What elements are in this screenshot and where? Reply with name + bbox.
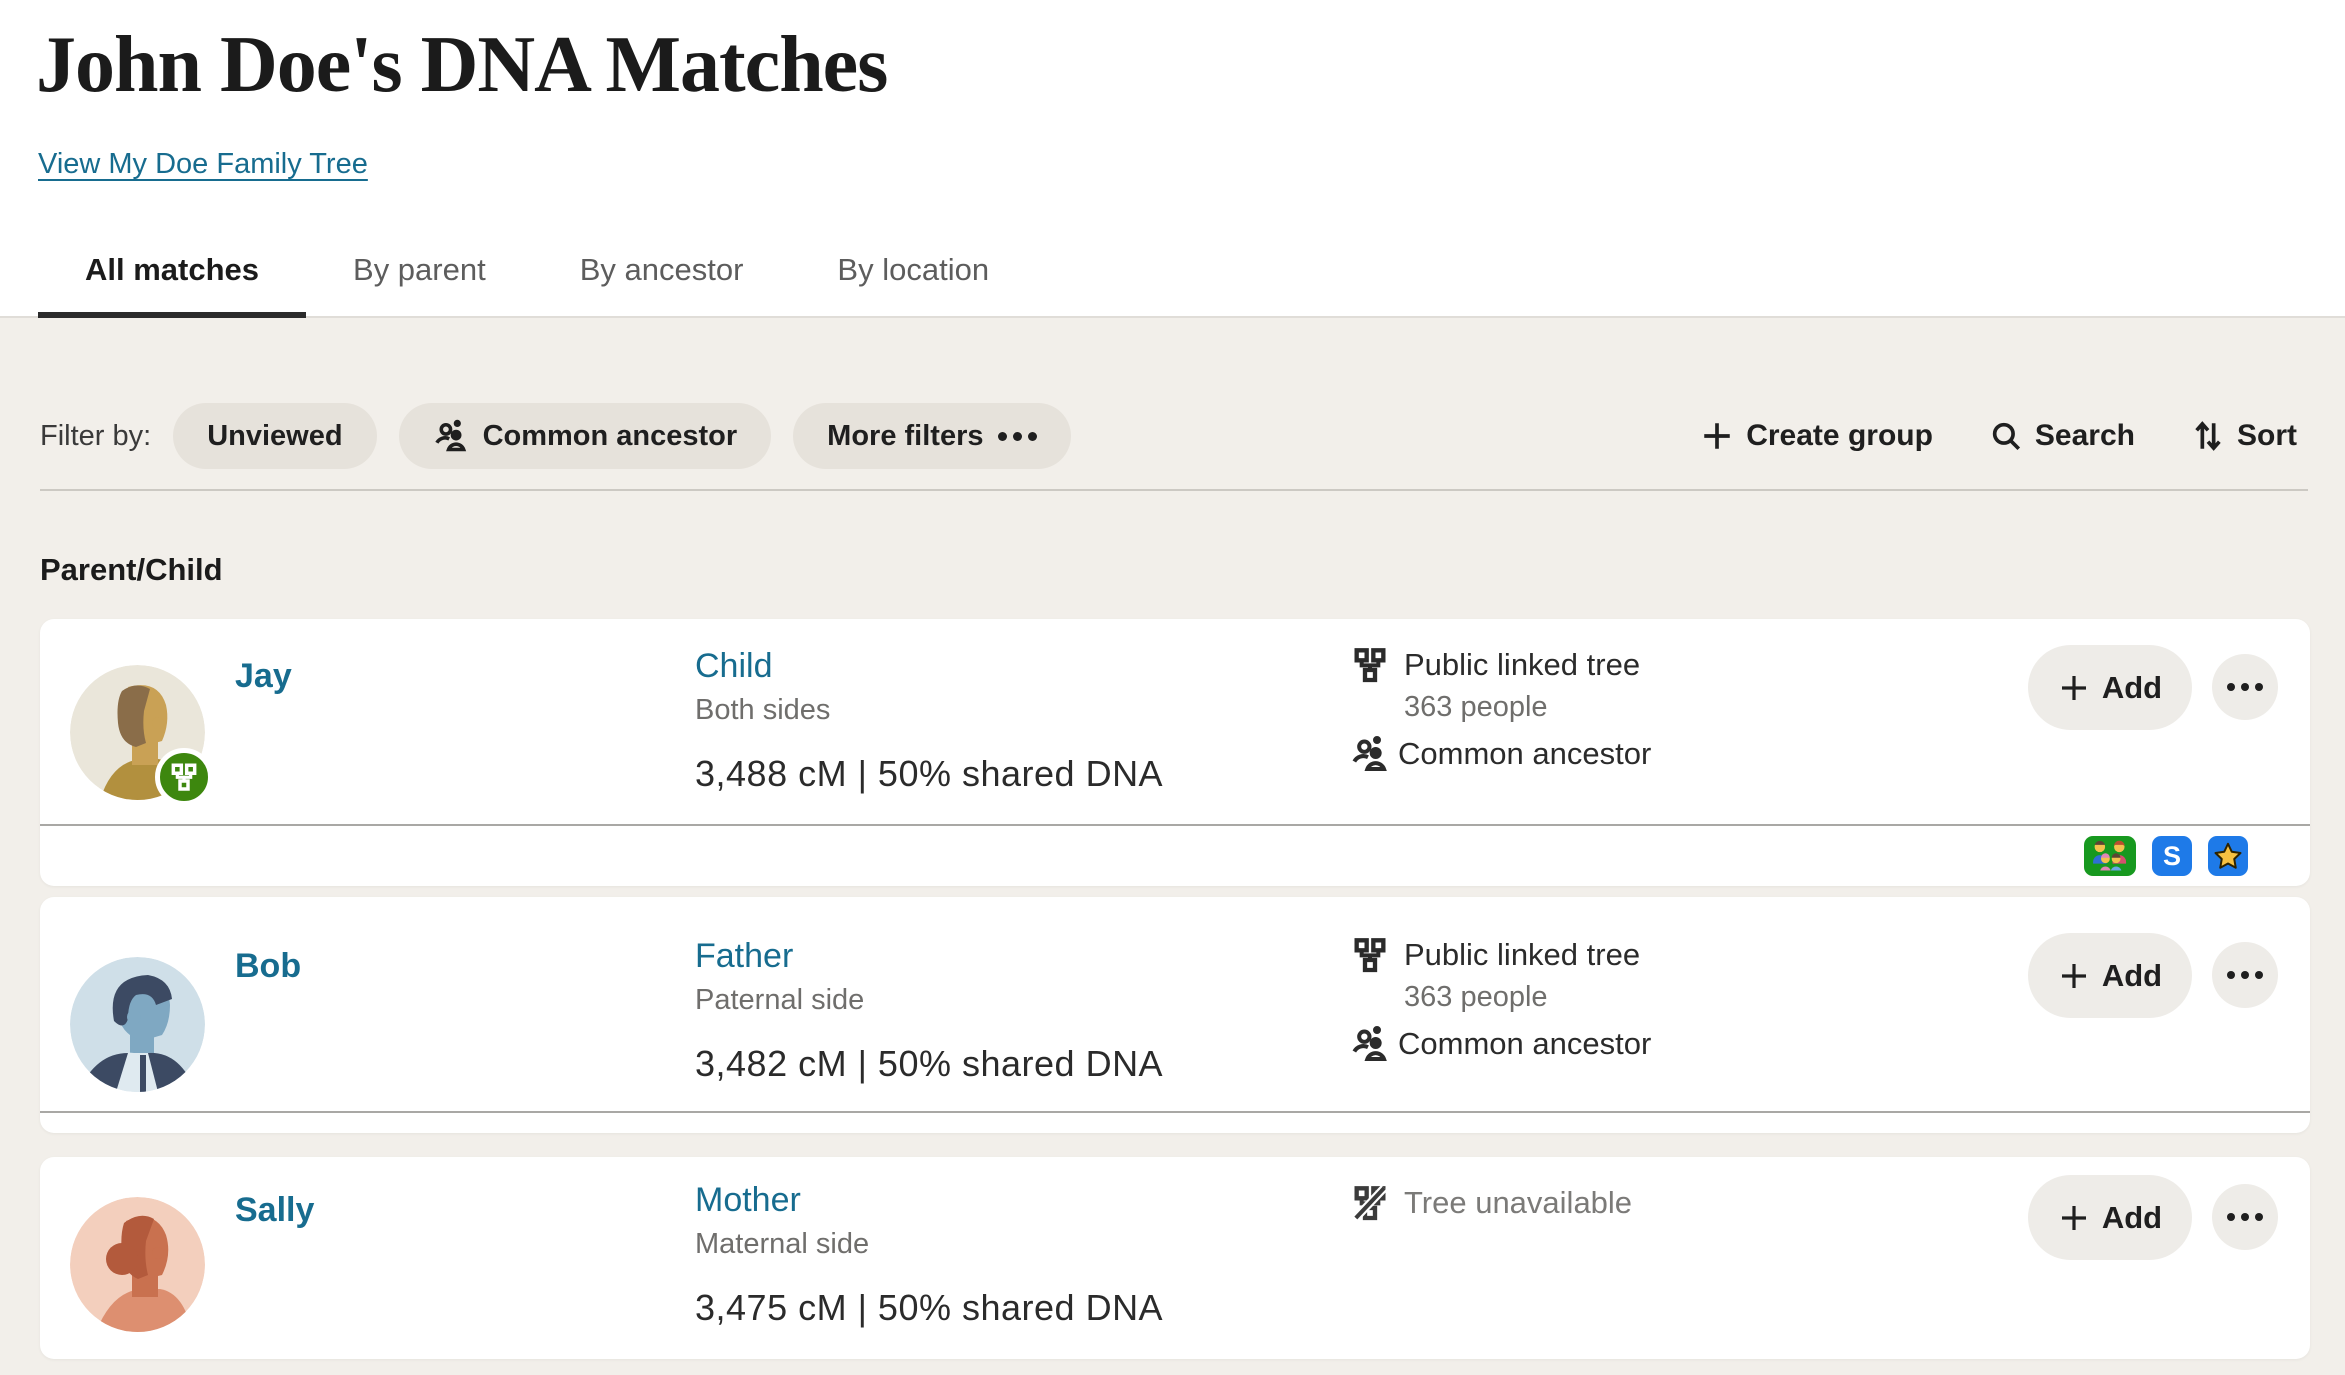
view-family-tree-link[interactable]: View My Doe Family Tree [38,148,368,180]
side-label: Maternal side [695,1228,870,1260]
avatar-illustration-male [70,957,205,1092]
filter-common-ancestor-button[interactable] [399,403,772,469]
sort-button[interactable] [2191,419,2297,453]
tree-status-label: Public linked tree [1404,937,1641,972]
tree-status-label: Tree unavailable [1404,1185,1633,1220]
list-actions [1700,403,2297,469]
plus-icon [2058,960,2090,992]
common-ancestor-icon [1350,1024,1390,1064]
match-card-jay [40,619,2310,886]
tree-unavailable-icon [1350,1183,1390,1223]
sort-arrows-icon [2191,419,2225,453]
filter-unviewed-button[interactable] [173,403,376,469]
more-options-button[interactable] [2212,1184,2278,1250]
tree-people-count: 363 people [1404,981,1548,1013]
s-label: S [2162,840,2181,871]
match-name-link[interactable]: Bob [235,947,302,985]
add-label: Add [2101,1199,2163,1235]
more-filters-button[interactable] [793,403,1070,469]
sort-label: Sort [2237,419,2297,452]
linked-tree-badge-icon [155,748,213,806]
tab-by-parent[interactable]: By parent [353,252,486,287]
common-ancestor-label: Common ancestor [1398,1026,1652,1061]
avatar[interactable] [70,1197,205,1332]
plus-icon [2058,1202,2090,1234]
tab-by-ancestor[interactable]: By ancestor [579,252,744,287]
tab-all-matches[interactable]: All matches [38,252,306,318]
avatar-illustration-female [70,1197,205,1332]
match-name-link[interactable]: Jay [235,657,292,695]
avatar[interactable] [70,957,205,1092]
common-ancestor-label: Common ancestor [1398,736,1652,771]
family-emoji-icon [2088,839,2132,873]
common-ancestor-icon [433,418,469,454]
page-title: John Doe's DNA Matches [36,21,888,109]
pedigree-tree-icon [1350,935,1390,975]
family-group-tag[interactable] [2084,836,2136,876]
create-group-button[interactable] [1700,419,1933,453]
create-group-label: Create group [1746,419,1933,452]
tab-by-location[interactable]: By location [837,252,990,287]
tree-status-label: Public linked tree [1404,647,1641,682]
avatar[interactable] [70,665,205,800]
more-options-button[interactable] [2212,654,2278,720]
match-card-bob [40,897,2310,1133]
filter-unviewed-label: Unviewed [207,419,343,452]
filter-divider [40,489,2308,491]
filter-common-ancestor-label: Common ancestor [482,419,738,452]
relationship-link[interactable]: Father [695,937,794,975]
relationship-link[interactable]: Mother [695,1181,801,1219]
search-button[interactable] [1989,419,2135,453]
add-label: Add [2101,669,2163,705]
ellipsis-icon [2227,683,2263,691]
tab-bar [38,252,1036,318]
plus-icon [1700,419,1734,453]
add-label: Add [2101,957,2163,993]
more-filters-label: More filters [827,419,984,452]
shared-dna-value: 3,482 cM | 50% shared DNA [695,1043,1164,1084]
common-ancestor-icon [1350,734,1390,774]
section-heading-parent-child: Parent/Child [40,552,223,587]
relationship-link[interactable]: Child [695,647,773,685]
match-card-sally [40,1157,2310,1359]
page-header [0,0,2345,318]
side-label: Paternal side [695,984,865,1016]
starred-tag[interactable] [2208,836,2248,876]
ellipsis-icon [2227,1213,2263,1221]
search-icon [1989,419,2023,453]
tree-people-count: 363 people [1404,691,1548,723]
star-icon [2213,841,2243,871]
side-label: Both sides [695,694,831,726]
group-tags-row [40,824,2310,886]
shared-dna-value: 3,475 cM | 50% shared DNA [695,1287,1164,1328]
ellipsis-icon [998,432,1037,441]
add-to-group-button[interactable] [2028,645,2192,730]
plus-icon [2058,672,2090,704]
ellipsis-icon [2227,971,2263,979]
pedigree-tree-icon [1350,645,1390,685]
match-name-link[interactable]: Sally [235,1191,315,1229]
shared-dna-value: 3,488 cM | 50% shared DNA [695,753,1164,794]
search-label: Search [2034,419,2135,452]
add-to-group-button[interactable] [2028,1175,2192,1260]
filter-by-label: Filter by: [40,419,152,452]
group-tags-row [40,1111,2310,1133]
add-to-group-button[interactable] [2028,933,2192,1018]
more-options-button[interactable] [2212,942,2278,1008]
s-group-tag[interactable] [2152,836,2192,876]
